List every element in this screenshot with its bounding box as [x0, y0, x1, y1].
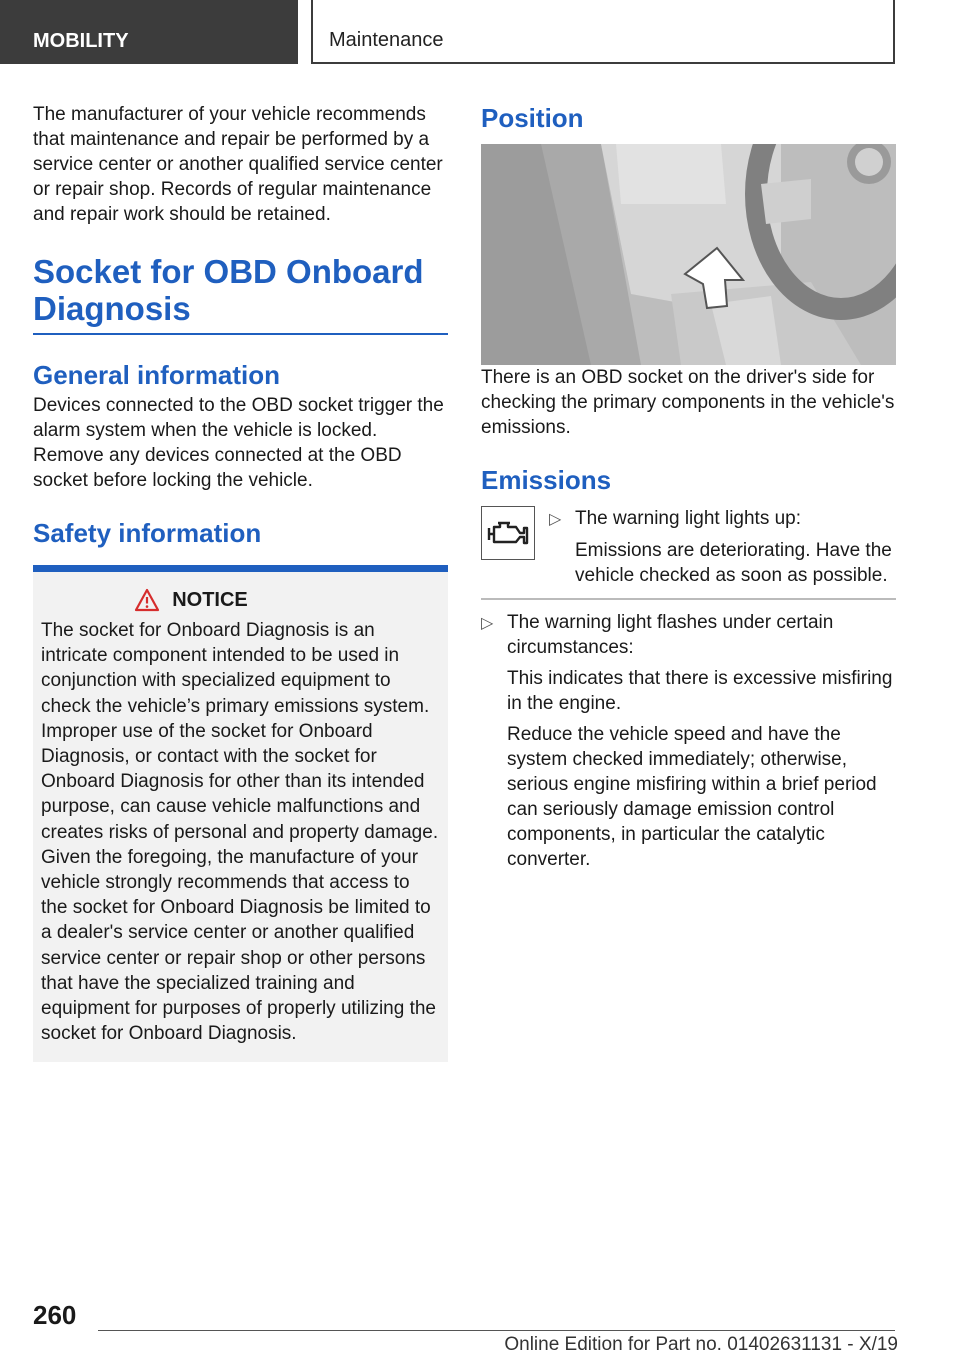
divider [481, 598, 896, 600]
intro-paragraph: The manufacturer of your vehicle recommends that maintenance and repair be performed by a service center or another qualified service center or repair shop. Records of regular maintenance and repair work should be retained. [33, 104, 443, 225]
footer-edition: Online Edition for Part no. 01402631131 - X/19 [504, 1334, 898, 1355]
left-column [33, 102, 448, 1062]
second-bullet [481, 610, 896, 872]
engine-warning-icon [481, 506, 535, 560]
notice-box [33, 572, 448, 1062]
section-label: MOBILITY [33, 30, 129, 52]
notice-divider [33, 565, 448, 572]
section-tab [0, 0, 298, 64]
page-title: Socket for OBD Onboard Diagnosis [33, 253, 448, 335]
bullet-text: The warning light flashes under certain circumstances: [507, 611, 834, 658]
notice-header [41, 588, 441, 612]
chapter-label: Maintenance [329, 29, 444, 51]
general-info-heading: General information [33, 360, 281, 390]
right-column [481, 102, 896, 872]
position-heading: Position [481, 103, 584, 133]
safety-info-heading: Safety information [33, 518, 262, 548]
bullet-subtext: Emissions are deteriorating. Have the vehicle checked as soon as possible. [575, 540, 892, 586]
emissions-heading: Emissions [481, 465, 612, 495]
chapter-tab [311, 0, 895, 64]
bullet-triangle-icon: ▷ [549, 511, 562, 528]
bullet-text: The warning light lights up: [575, 508, 802, 529]
first-bullet [549, 506, 896, 588]
obd-socket-photo [481, 144, 896, 365]
bullet-triangle-icon: ▷ [481, 614, 494, 632]
emissions-warning-row [481, 506, 896, 588]
page-number: 260 [33, 1300, 77, 1330]
warning-triangle-icon [134, 588, 160, 612]
general-info-text: Devices connected to the OBD socket trigger the alarm system when the vehicle is locked. Remove any devices connected at the OBD socket before locking the vehicle. [33, 395, 444, 491]
footer-rule [98, 1330, 895, 1331]
bullet-subtext: This indicates that there is excessive misfiring in the engine. [507, 667, 893, 714]
notice-label: NOTICE [172, 588, 248, 611]
position-text: There is an OBD socket on the driver's side for checking the primary components in the vehicle's emissions. [481, 367, 895, 438]
bullet-subtext: Reduce the vehicle speed and have the system checked immediately; otherwise, serious engine misfiring within a brief period can seriously damage emission control components, in particular the catalytic converter. [507, 723, 877, 870]
notice-text: The socket for Onboard Diagnosis is an intricate component intended to be used in conjunction with specialized equipment to check the vehicle’s primary emissions system. Improper use of the socket for Onboard Diagnosis, or contact with the socket for Onboard Diagnosis for other than its intended purpose, can cause vehicle malfunctions and creates risks of personal and property damage. Given the foregoing, the manufacture of your vehicle strongly recommends that access to the socket for Onboard Diagnosis be limited to a dealer's service center or another qualified service center or repair shop or other persons that have the specialized training and equipment for purposes of properly utilizing the socket for Onboard Diagnosis. [41, 620, 439, 1045]
